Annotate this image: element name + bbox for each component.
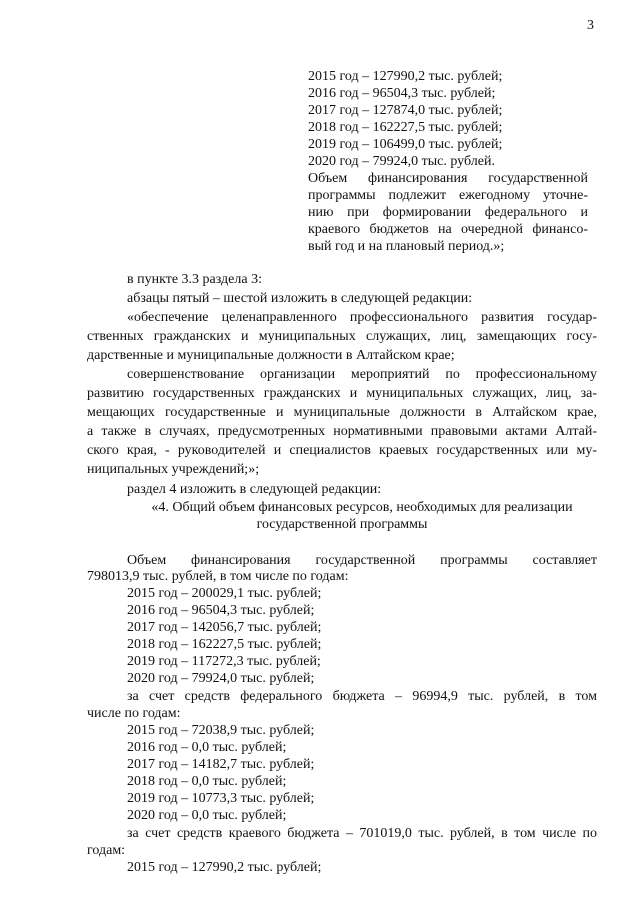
volume-note-line: нию при формировании федерального и <box>308 205 588 220</box>
year-line: 2017 год – 127874,0 тыс. рублей; <box>308 103 503 118</box>
funding-years-block-1 <box>308 68 588 255</box>
para2-line: мещающих государственные и муниципальные должности в Алтайском крае, <box>87 405 597 420</box>
year-line: 2016 год – 96504,3 тыс. рублей; <box>308 86 496 101</box>
volume-note-line: вый год и на плановый период.»; <box>308 239 505 254</box>
year-line: 2020 год – 79924,0 тыс. рублей. <box>308 154 495 169</box>
year-line: 2016 год – 96504,3 тыс. рублей; <box>127 603 315 618</box>
para2-line: совершенствование организации мероприятий по профессиональному <box>127 367 597 382</box>
year-line: 2020 год – 0,0 тыс. рублей; <box>127 808 287 823</box>
year-line: 2018 год – 0,0 тыс. рублей; <box>127 774 287 789</box>
year-line: 2019 год – 106499,0 тыс. рублей; <box>308 137 503 152</box>
volume-note-line: краевого бюджетов на очередной финансо- <box>308 222 588 237</box>
year-line: 2018 год – 162227,5 тыс. рублей; <box>127 637 322 652</box>
year-line: 2015 год – 72038,9 тыс. рублей; <box>127 723 315 738</box>
page-number: 3 <box>587 18 594 33</box>
clause-3-3: в пункте 3.3 раздела 3: <box>127 272 262 287</box>
para1-line: дарственные и муниципальные должности в Алтайском крае; <box>87 348 455 363</box>
federal-line: за счет средств федерального бюджета – 96994,9 тыс. рублей, в том <box>127 689 597 704</box>
federal-line: числе по годам: <box>87 706 181 721</box>
section4-heading-line: государственной программы <box>256 517 428 532</box>
para1-line: ственных гражданских и муниципальных служащих, лиц, замещающих госу- <box>87 329 597 344</box>
year-line: 2016 год – 0,0 тыс. рублей; <box>127 740 287 755</box>
regional-line: годам: <box>87 843 126 858</box>
year-line: 2018 год – 162227,5 тыс. рублей; <box>308 120 503 135</box>
total-line: Объем финансирования государственной программы составляет <box>127 553 597 568</box>
para2-line: ниципальных учреждений;»; <box>87 462 260 477</box>
year-line: 2017 год – 142056,7 тыс. рублей; <box>127 620 322 635</box>
year-line: 2019 год – 117272,3 тыс. рублей; <box>127 654 321 669</box>
year-line: 2015 год – 127990,2 тыс. рублей; <box>308 69 503 84</box>
para2-line: ского края, - руководителей и специалистов краевых государственных или му- <box>87 443 597 458</box>
year-line: 2017 год – 14182,7 тыс. рублей; <box>127 757 315 772</box>
abzacy-line: абзацы пятый – шестой изложить в следующей редакции: <box>127 291 473 306</box>
year-line: 2020 год – 79924,0 тыс. рублей; <box>127 671 315 686</box>
regional-line: за счет средств краевого бюджета – 701019,0 тыс. рублей, в том числе по <box>127 826 597 841</box>
year-line: 2019 год – 10773,3 тыс. рублей; <box>127 791 315 806</box>
volume-note-line: программы подлежит ежегодному уточне- <box>308 188 588 203</box>
total-line: 798013,9 тыс. рублей, в том числе по годам: <box>87 569 349 584</box>
section4-heading-line: «4. Общий объем финансовых ресурсов, необходимых для реализации <box>151 500 573 515</box>
year-line: 2015 год – 200029,1 тыс. рублей; <box>127 586 322 601</box>
para2-line: развитию государственных гражданских и муниципальных служащих, лиц, за- <box>87 386 597 401</box>
year-line: 2015 год – 127990,2 тыс. рублей; <box>127 860 322 875</box>
volume-note-line: Объем финансирования государственной <box>308 171 588 186</box>
para2-line: а также в случаях, предусмотренных нормативными правовыми актами Алтай- <box>87 424 597 439</box>
section4-intro: раздел 4 изложить в следующей редакции: <box>127 482 382 497</box>
para1-line: «обеспечение целенаправленного профессионального развития государ- <box>127 310 597 325</box>
